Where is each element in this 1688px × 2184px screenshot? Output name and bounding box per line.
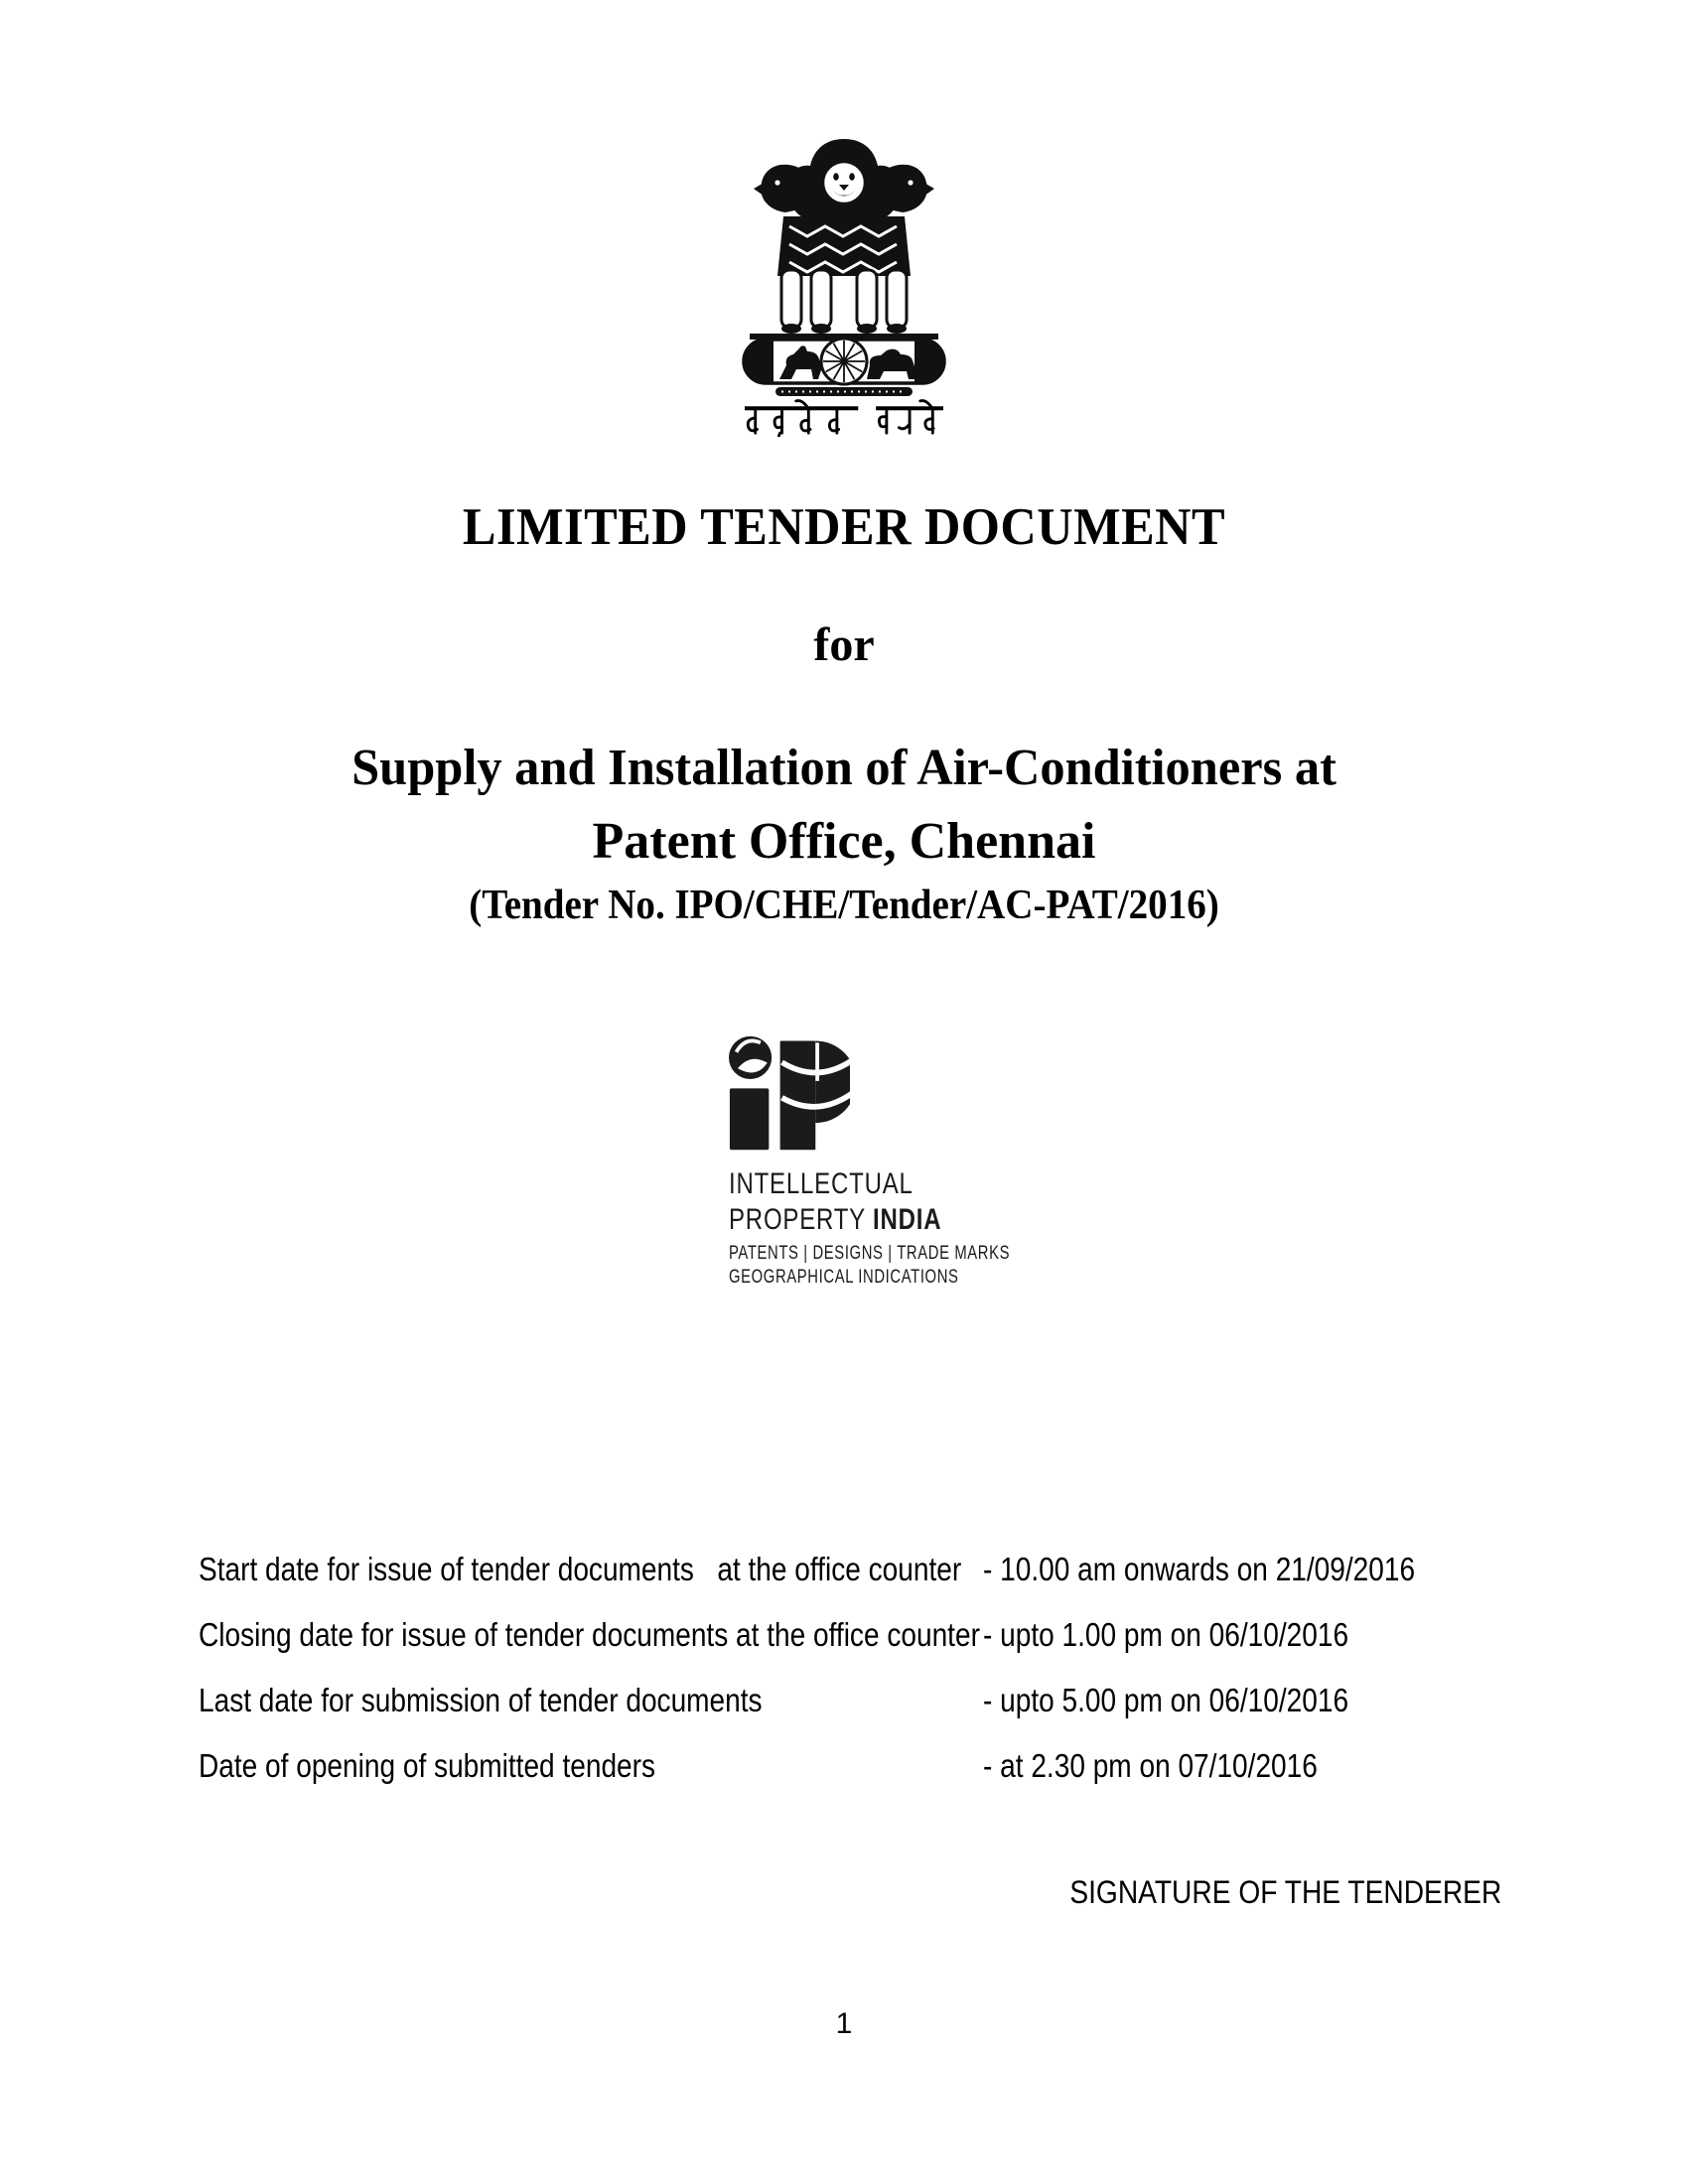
logo-text-property-india: [729, 1203, 941, 1237]
logo-text-india: INDIA: [873, 1203, 942, 1236]
logo-text-property: PROPERTY: [729, 1203, 874, 1236]
tender-number: (Tender No. IPO/CHE/Tender/AC-PAT/2016): [469, 883, 1219, 928]
signature-of-tenderer-label: SIGNATURE OF THE TENDERER: [1069, 1874, 1501, 1910]
schedule-row-value: - 10.00 am onwards on 21/09/2016: [983, 1551, 1416, 1587]
schedule-row-value: - upto 1.00 pm on 06/10/2016: [983, 1616, 1349, 1653]
logo-text-geographical-indications: GEOGRAPHICAL INDICATIONS: [729, 1267, 959, 1288]
national-emblem-icon: [720, 131, 968, 397]
schedule-row-label: Start date for issue of tender documents at the office counter: [199, 1551, 962, 1587]
page-number: 1: [835, 2007, 853, 2040]
subject-line-1: Supply and Installation of Air-Conditioners at: [352, 740, 1336, 796]
schedule-row-value: - at 2.30 pm on 07/10/2016: [983, 1747, 1318, 1784]
schedule-row-label: Closing date for issue of tender documents at the office counter: [199, 1616, 988, 1653]
ip-india-logo-icon: [729, 1032, 850, 1156]
subject-line-2: Patent Office, Chennai: [592, 813, 1096, 870]
title-connector: for: [813, 618, 875, 671]
document-title: LIMITED TENDER DOCUMENT: [462, 498, 1226, 556]
logo-text-intellectual: INTELLECTUAL: [729, 1167, 914, 1200]
schedule-row-label: Date of opening of submitted tenders: [199, 1747, 656, 1784]
schedule-row-label: Last date for submission of tender documents: [199, 1682, 763, 1718]
logo-text-patents-designs-trademarks: PATENTS | DESIGNS | TRADE MARKS: [729, 1243, 1011, 1264]
schedule-row-value: - upto 5.00 pm on 06/10/2016: [983, 1682, 1349, 1718]
